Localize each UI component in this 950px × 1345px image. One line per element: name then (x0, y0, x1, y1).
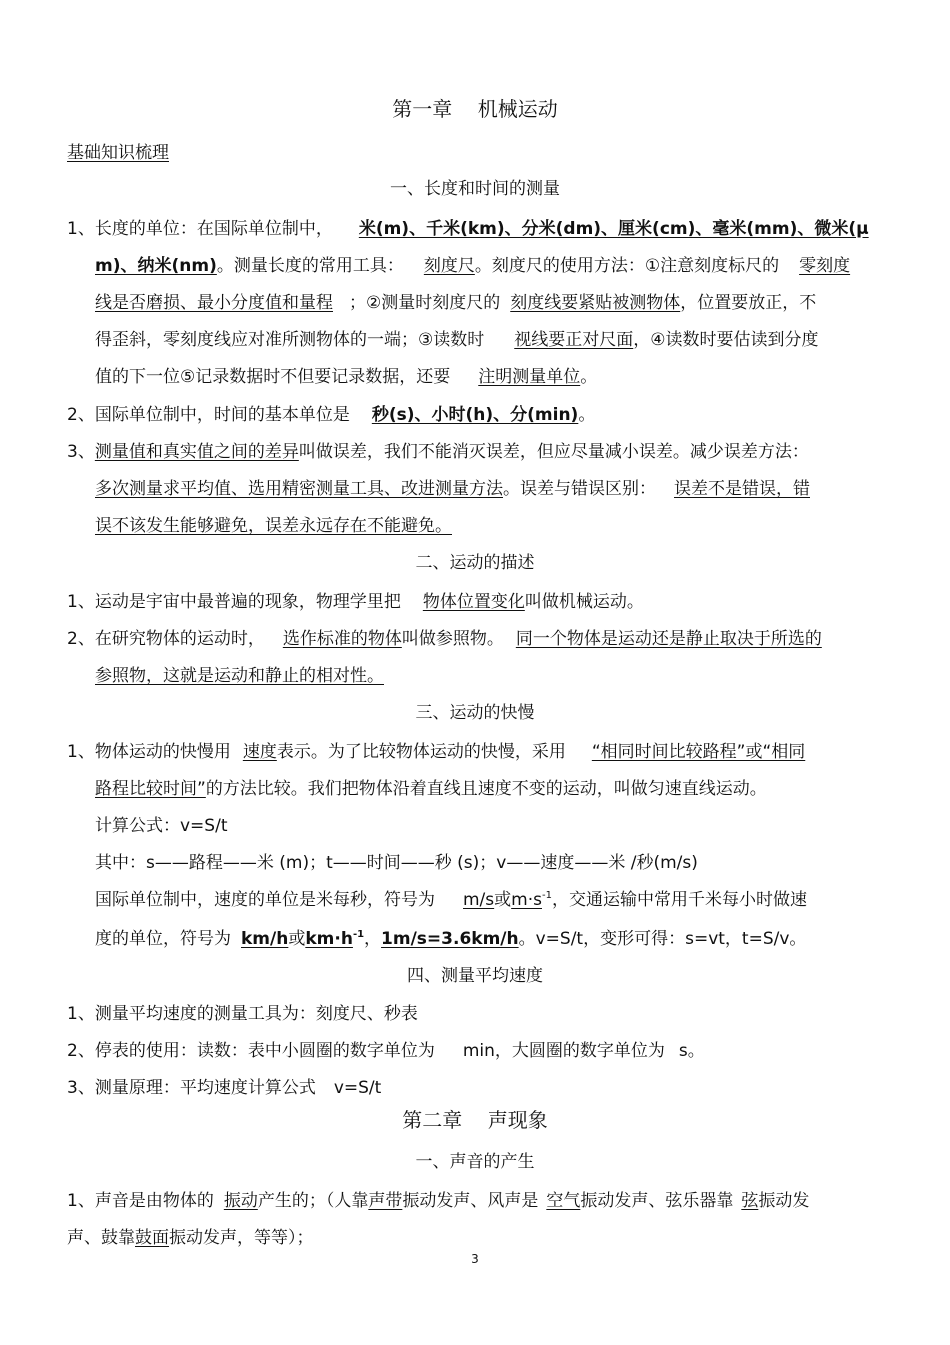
paragraph-line: 声、鼓靠鼓面振动发声，等等）； (67, 1228, 314, 1248)
paragraph-line: 3、测量原理：平均速度计算公式 v=S/t (67, 1078, 382, 1098)
section-1-1-title: 一、长度和时间的测量 (390, 179, 560, 199)
paragraph-line: 路程比较时间”的方法比较。我们把物体沿着直线且速度不变的运动，叫做匀速直线运动。 (95, 779, 767, 799)
formula-line: 其中：s——路程——米 (m)；t——时间——秒 (s)；v——速度——米 /秒(m/s) (95, 853, 698, 873)
section-1-3-title: 三、运动的快慢 (415, 703, 535, 723)
paragraph-line: 2、国际单位制中，时间的基本单位是 秒(s)、小时(h)、分(min)。 (67, 405, 596, 425)
chapter-1-title: 第一章 机械运动 (392, 97, 558, 121)
paragraph-line: 得歪斜，零刻度线应对准所测物体的一端；③读数时 视线要正对尺面，④读数时要估读到分度 (95, 330, 819, 350)
paragraph-line: 误不该发生能够避免，误差永远存在不能避免。 (95, 516, 452, 536)
paragraph-line: 参照物，这就是运动和静止的相对性。 (95, 666, 384, 686)
paragraph-line: 2、在研究物体的运动时， 选作标准的物体叫做参照物。 同一个物体是运动还是静止取决于所选的 (67, 629, 822, 649)
section-1-2-title: 二、运动的描述 (415, 553, 535, 573)
paragraph-line: 1、物体运动的快慢用 速度表示。为了比较物体运动的快慢，采用 “相同时间比较路程”或“相同 (67, 742, 806, 762)
section-1-4-title: 四、测量平均速度 (407, 966, 543, 986)
formula-line: 计算公式：v=S/t (95, 816, 228, 836)
section-2-1-title: 一、声音的产生 (415, 1152, 535, 1172)
paragraph-line: 1、运动是宇宙中最普遍的现象，物理学里把 物体位置变化叫做机械运动。 (67, 592, 644, 612)
paragraph-line: 1、声音是由物体的 振动产生的；（人靠声带振动发声、风声是 空气振动发声、弦乐器靠 弦振动发 (67, 1191, 810, 1211)
paragraph-line: 1、测量平均速度的测量工具为：刻度尺、秒表 (67, 1004, 418, 1024)
paragraph-line: 度的单位，符号为 km/h或$km\cdot h^{-1}$，1m/s=3.6km/h。v=S/t，变形可得：s=vt，t=S/v。 (95, 929, 807, 949)
paragraph-line: 2、停表的使用：读数：表中小圆圈的数字单位为 min，大圆圈的数字单位为 s。 (67, 1041, 705, 1061)
paragraph-line: 线是否磨损、最小分度值和量程 ；②测量时刻度尺的 刻度线要紧贴被测物体，位置要放正，不 (95, 293, 817, 313)
paragraph-line: 1、长度的单位：在国际单位制中， 米(m)、千米(km)、分米(dm)、厘米(cm)、毫米(mm)、微米(μ (67, 219, 869, 239)
chapter-2-title: 第二章 声现象 (402, 1108, 548, 1132)
page-number: 3 (471, 1252, 479, 1266)
paragraph-line: 多次测量求平均值、选用精密测量工具、改进测量方法。误差与错误区别： 误差不是错误，错 (95, 479, 810, 499)
paragraph-line: 国际单位制中，速度的单位是米每秒，符号为 m/s或$m\cdot s^{-1}$，交通运输中常用千米每小时做速 (95, 890, 807, 910)
paragraph-line: 3、测量值和真实值之间的差异叫做误差，我们不能消灭误差，但应尽量减小误差。减少误差方法： (67, 442, 809, 462)
basics-heading: 基础知识梳理 (67, 143, 169, 163)
paragraph-line: m)、纳米(nm)。测量长度的常用工具： 刻度尺。刻度尺的使用方法：①注意刻度标尺的 零刻度 (95, 256, 851, 276)
paragraph-line: 值的下一位⑤记录数据时不但要记录数据，还要 注明测量单位。 (95, 367, 598, 387)
